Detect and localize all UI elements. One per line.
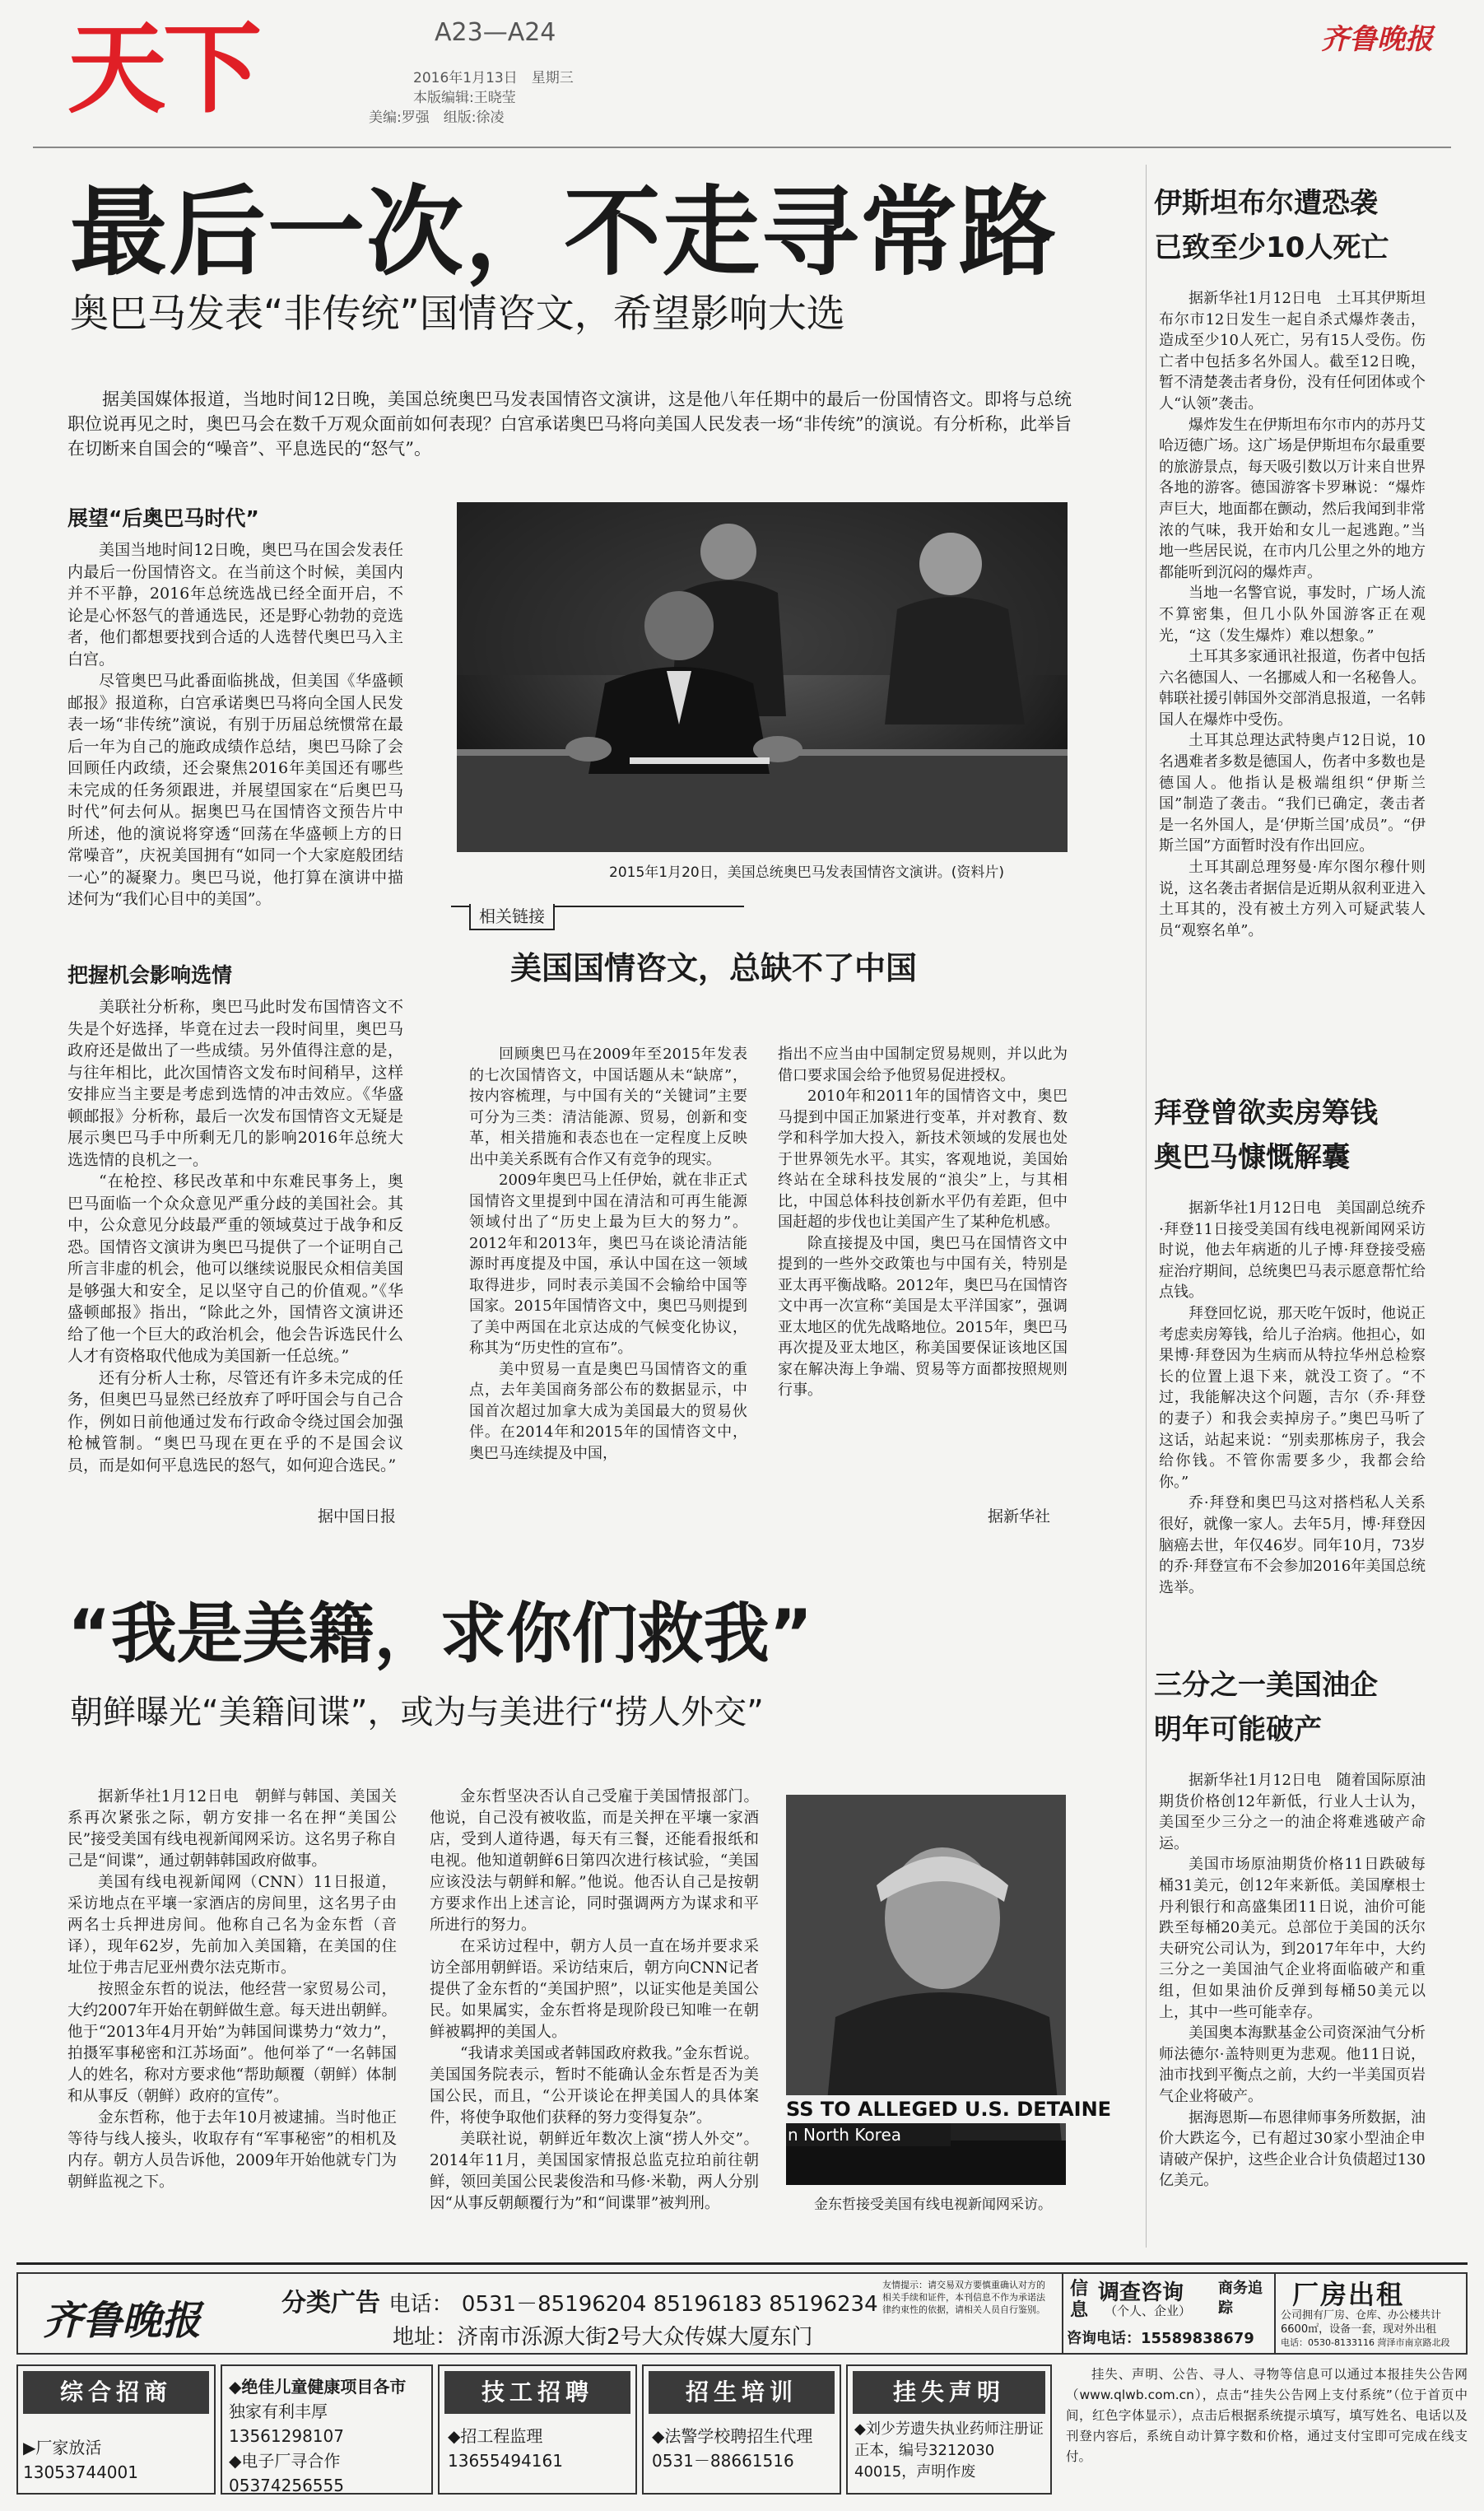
detainee-photo (786, 1795, 1112, 2185)
classified-box-lost (846, 2364, 1052, 2495)
related-col-b (778, 1044, 1068, 1401)
sidebar-divider (1146, 165, 1147, 2248)
ads-phone-label: 电话： (388, 2292, 454, 2317)
ads-notice: 友情提示：请交易双方要慎重确认对方的相关手续和证件，本刊信息不作为承诺法律约束性的依据，请相关人员自行鉴别。 (882, 2280, 1045, 2315)
paragraph: “我请求美国或者韩国政府救我。”金东哲说。美国国务院表示，暂时不能确认金东哲是否为美国公民，而且，“公开谈论在押美国人的具体案件，将使争取他们获释的努力变得复杂”。 (430, 2045, 759, 2127)
paragraph: 美国市场原油期货价格11日跌破每桶31美元，创12年来新低。美国摩根士丹利银行和高盛集团11日说，油价可能跌至每桶20美元。总部位于美国的沃尔夫研究公司认为，到2017年年中，大约三分之一美国油气企业将面临破产和重组，但如果油价反弹到每桶50美元以上，其中一些可能幸存。 (1159, 1856, 1426, 2021)
paragraph: 土耳其多家通讯社报道，伤者中包括六名德国人、一名挪威人和一名秘鲁人。韩联社援引韩国外交部消息报道，一名韩国人在爆炸中受伤。 (1159, 648, 1426, 729)
tv-banner (786, 2095, 1112, 2123)
lost-notice-info: 挂失、声明、公告、寻人、寻物等信息可以通过本报挂失公告网（www.qlwb.com.cn），点击“挂失公告网上支付系统”（位于首页中间，红色字体显示），点击后根据系统提示填写，填写姓名、电话以及刊登内容后，系统自动计算字数和价格，通过支付宝即可完成在线支付。 (1066, 2367, 1468, 2464)
paragraph: 在采访过程中，朝方人员一直在场并要求采访全部用朝鲜语。采访结束后，朝方向CNN记者提供了金东哲的“美国护照”，以证实他是美国公民。如果属实，金东哲将是现阶段已知唯一在朝鲜被羁押的美国人。 (430, 1938, 759, 2041)
lead-headline: 最后一次，不走寻常路 (70, 175, 1058, 289)
sidebar-body (1154, 1198, 1426, 1598)
sidebar-story-biden (1154, 1091, 1426, 1598)
section-title: 天下 (67, 12, 258, 127)
subhead-election: 把握机会影响选情 (67, 963, 233, 987)
ads-paper-logo: 齐鲁晚报 (43, 2298, 202, 2344)
box-label: 技工招聘 (444, 2371, 630, 2414)
tv-banner-text: SS TO ALLEGED U.S. DETAINE (786, 2098, 1112, 2121)
paragraph: 美中贸易一直是奥巴马国情咨文的重点，去年美国商务部公布的数据显示，中国首次超过加拿大成为美国最大的贸易伙伴。在2014年和2015年的国情咨文中，奥巴马连续提及中国， (469, 1360, 747, 1462)
factory-tel: 电话：0530-8133116 菏泽市南京路北段 (1281, 2337, 1450, 2348)
box-line: ◆电子厂寻合作 (229, 2451, 341, 2471)
page-editor: 本版编辑:王晓莹 (413, 90, 516, 106)
tv-subbanner-text: n North Korea (788, 2125, 902, 2145)
classified-box-hiring (438, 2364, 637, 2495)
paragraph: 金东哲坚决否认自己受雇于美国情报部门。他说，自己没有被收监，而是关押在平壤一家酒店，受到人道待遇，每天有三餐，还能看报纸和电视。他知道朝鲜6日第四次进行核试验，“美国应该没法与朝鲜和解。”他说。他否认自己是按朝方要求作出上述言论，同时强调两方为谋求和平所进行的努力。 (430, 1788, 759, 1934)
survey-sub2: 商务追踪 (1218, 2280, 1263, 2317)
paragraph: 据新华社1月12日电 朝鲜与韩国、美国关系再次紧张之际，朝方安排一名在押“美国公民”接受美国有线电视新闻网采访。这名男子称自己是“间谍”，通过朝韩韩国政府做事。 (67, 1788, 397, 1870)
paragraph: 尽管奥巴马此番面临挑战，但美国《华盛顿邮报》报道称，白宫承诺奥巴马将向全国人民发表一场“非传统”演说，有别于历届总统惯常在最后一年为自己的施政成绩作总结，奥巴马除了会回顾任内政绩，还会聚焦2016年美国还有哪些未完成的任务须跟进，并展望国家在“后奥巴马时代”何去何从。据奥巴马在国情咨文预告片中所述，他的演说将穿透“回荡在华盛顿上方的日常噪音”，庆祝美国拥有“如同一个大家庭般团结一心”的凝聚力。奥巴马说，他打算在演讲中描述何为“我们心目中的美国”。 (67, 672, 403, 908)
info-label: 信息 (1070, 2279, 1089, 2321)
box-line: ◆招工程监理 (448, 2426, 543, 2446)
box-line: ◆绝佳儿童健康项目各市 (229, 2377, 407, 2397)
paragraph: 除直接提及中国，奥巴马在国情咨文中提到的一些外交政策也与中国有关，特别是亚太再平衡战略。2012年，奥巴马在国情咨文中再一次宣称“美国是太平洋国家”，强调亚太地区的优先战略地位。2015年，奥巴马再次提及亚太地区，称美国要保证该地区国家在解决海上争端、贸易等方面都按照规则行事。 (778, 1234, 1068, 1399)
sidebar-body (1154, 288, 1426, 941)
paragraph: 据海恩斯—布恩律师事务所数据，油价大跌迄今，已有超过30家小型油企申请破产保护，这些企业合计负债超过130亿美元。 (1159, 2108, 1426, 2190)
paragraph: 美国有线电视新闻网（CNN）11日报道，采访地点在平壤一家酒店的房间里，这名男子由两名士兵押进房间。他称自己名为金东哲（音译），现年62岁，先前加入美国籍，在美国的住址位于弗吉尼亚州费尔法克斯市。 (67, 1874, 397, 1977)
lead-subheadline: 奥巴马发表“非传统”国情咨文，希望影响大选 (70, 291, 845, 337)
lead-intro: 据美国媒体报道，当地时间12日晚，美国总统奥巴马发表国情咨文演讲，这是他八年任期中的最后一份国情咨文。即将与总统职位说再见之时，奥巴马会在数千万观众面前如何表现？白宫承诺奥巴马将向美国人民发表一场“非传统”的演说。有分析称，此举旨在切断来自国会的“噪音”、平息选民的“怒气”。 (67, 389, 1072, 459)
paragraph: 美国奥本海默基金公司资深油气分析师法德尔·盖特则更为悲观。他11日说，油市找到平衡点之前，大约一半美国页岩气企业将破产。 (1159, 2024, 1426, 2105)
factory-text: 公司拥有厂房、仓库、办公楼共计6600㎡，设备一套，现对外出租 (1281, 2309, 1442, 2336)
paragraph: 据新华社1月12日电 土耳其伊斯坦布尔市12日发生一起自杀式爆炸袭击，造成至少10人死亡，另有15人受伤。伤亡者中包括多名外国人。截至12日晚，暂不清楚袭击者身份，没有任何团体或个人“认领”袭击。 (1159, 290, 1426, 412)
box-label: 招生培训 (649, 2371, 835, 2414)
lead-col1-a (67, 539, 403, 911)
box-line: ◆刘少芳遗失执业药师注册证正本，编号3212030 40015，声明作废 (854, 2420, 1044, 2481)
masthead-divider (33, 147, 1451, 148)
box-line: 独家有利丰厚13561298107 (229, 2402, 344, 2446)
ads-phones: 0531－85196204 85196183 85196234 (461, 2292, 878, 2317)
classified-box-training (642, 2364, 841, 2495)
second-headline: “我是美籍，求你们救我” (67, 1596, 813, 1672)
classified-box-projects (221, 2364, 433, 2495)
box-line: 05374256555 (229, 2476, 344, 2495)
consult-phone: 15589838679 (1141, 2330, 1254, 2347)
second-subheadline: 朝鲜曝光“美籍间谍”，或为与美进行“捞人外交” (70, 1693, 764, 1731)
sidebar-story-oil (1154, 1663, 1426, 2192)
paragraph: 美联社分析称，奥巴马此时发布国情咨文不失是个好选择，毕竟在过去一段时间里，奥巴马政府还是做出了一些成绩。另外值得注意的是，与往年相比，此次国情咨文发布时间稍早，这样安排应当主要是考虑到选情的冲击效应。《华盛顿邮报》分析称，最后一次发布国情咨文无疑是展示奥巴马手中所剩无几的影响2016年总统大选选情的良机之一。 (67, 998, 403, 1169)
paragraph: 指出不应当由中国制定贸易规则，并以此为借口要求国会给予他贸易促进授权。 (778, 1046, 1068, 1084)
paragraph: 据新华社1月12日电 随着国际原油期货价格创12年新低，行业人士认为，美国至少三分之一的油企将难逃破产命运。 (1159, 1772, 1426, 1852)
paragraph: 还有分析人士称，尽管还有许多未完成的任务，但奥巴马显然已经放弃了呼吁国会与自己合作，例如日前他通过发布行政命令绕过国会加强枪械管制。“奥巴马现在更在乎的不是国会议员，而是如何平息选民的怒气，如何迎合选民。” (67, 1368, 403, 1474)
factory-title: 厂房出租 (1292, 2279, 1405, 2310)
paragraph: 爆炸发生在伊斯坦布尔市内的苏丹艾哈迈德广场。这广场是伊斯坦布尔最重要的旅游景点，每天吸引数以万计来自世界各地的游客。德国游客卡罗琳说：“爆炸声巨大，地面都在颤动，然后我闻到非常浓的气味，我开始和女儿一起逃跑。”当地一些居民说，在市内几公里之外的地方都能听到沉闷的爆炸声。 (1159, 416, 1426, 581)
classified-box-merchants (16, 2364, 216, 2495)
paragraph: 美联社说，朝鲜近年数次上演“捞人外交”。2014年11月，美国国家情报总监克拉珀前往朝鲜，领回美国公民裴俊浩和马修·米勒，两人分别因“从事反朝颠覆行为”和“间谍罪”被判刑。 (430, 2131, 759, 2212)
page-range: A23—A24 (435, 18, 556, 47)
survey-sub: （个人、企业） (1105, 2304, 1192, 2318)
source-credit: 据中国日报 (313, 1504, 396, 1526)
factory-block (1274, 2272, 1468, 2355)
survey-block (1062, 2272, 1274, 2355)
subhead-post-obama: 展望“后奥巴马时代” (67, 506, 259, 530)
consult-label: 咨询电话： (1067, 2330, 1141, 2347)
obama-photo (457, 502, 1068, 852)
paragraph: 按照金东哲的说法，他经营一家贸易公司，大约2007年开始在朝鲜做生意。每天进出朝鲜。他于“2013年4月开始”为韩国间谍势力“效力”，拍摄军事秘密和江苏场面”。他何举了“一名韩国人的姓名，称对方要求他“帮助颠覆（朝鲜）体制和从事反（朝鲜）政府的宣传”。 (67, 1981, 397, 2105)
box-line: ▶厂家放活13053744001 (23, 2438, 138, 2482)
related-headline: 美国国情咨文，总缺不了中国 (510, 950, 918, 986)
paragraph: 当地一名警官说，事发时，广场人流不算密集，但几小队外国游客正在观光，“这（发生爆炸）难以想象。” (1159, 585, 1426, 645)
consult-line (1067, 2327, 1254, 2348)
obama-speech-image (457, 502, 1068, 852)
newspaper-logo: 齐鲁晚报 (1321, 23, 1433, 56)
page-design: 美编:罗强 组版:徐凌 (369, 109, 505, 126)
paragraph: 土耳其总理达武特奥卢12日说，10名遇难者多数是德国人，伤者中多数也是德国人。他指认是极端组织“伊斯兰国”制造了袭击。“我们已确定，袭击者是一名外国人，是‘伊斯兰国’成员”。“伊斯兰国”方面暂时没有作出回应。 (1159, 732, 1426, 855)
ads-category-text: 分类广告 (281, 2289, 380, 2318)
paragraph: 金东哲称，他于去年10月被逮捕。当时他正等待与线人接头，收取存有“军事秘密”的相机及内存。朝方人员告诉他，2009年开始他就专门为朝鲜监视之下。 (67, 2109, 397, 2191)
sidebar-headline: 三分之一美国油企 (1154, 1669, 1378, 1702)
source-credit: 据新华社 (988, 1507, 1051, 1526)
sidebar-story-istanbul (1154, 181, 1426, 941)
obama-photo-caption: 2015年1月20日，美国总统奥巴马发表国情咨文演讲。(资料片) (609, 864, 1004, 881)
paragraph: 2010年和2011年的国情咨文中，奥巴马提到中国正加紧进行变革，并对教育、数学和科学加大投入，新技术领域的发展也处于世界领先水平。其实，客观地说，美国始终站在全球科技发展的“浪尖”上，与其相比，中国总体科技创新水平仍有差距，但中国赶超的步伐也让美国产生了某种危机感。 (778, 1088, 1068, 1231)
paragraph: “在枪控、移民改革和中东难民事务上，奥巴马面临一个众众意见严重分歧的美国社会。其中，公众意见分歧最严重的领域莫过于战争和反恐。国情咨文演讲为奥巴马提供了一个证明自己所言非虚的机会，他可以继续说服民众相信美国是够强大和安全，足以坚守自己的价值观。”《华盛顿邮报》指出，“除此之外，国情咨文演讲还给了他一个巨大的政治机会，他会告诉选民什么人才有资格取代他成为美国新一任总统。” (67, 1172, 403, 1365)
detainee-photo-caption: 金东哲接受美国有线电视新闻网采访。 (814, 2197, 1052, 2213)
paragraph: 2009年奥巴马上任伊始，就在非正式国情咨文里提到中国在清洁和可再生能源领域付出了“历史上最为巨大的努力”。2012年和2013年，奥巴马在谈论清洁能源时再度提及中国，承认中国在这一领域取得进步，同时表示美国不会输给中国等国家。2015年国情咨文中，奥巴马则提到了美中两国在北京达成的气候变化协议，称其为“历史性的宣布”。 (469, 1172, 747, 1357)
box-line: ◆法警学校聘招生代理 (652, 2426, 813, 2446)
box-line: 0531－88661516 (652, 2451, 794, 2471)
sidebar-headline: 拜登曾欲卖房筹钱 (1154, 1097, 1378, 1130)
second-col-a (67, 1787, 397, 2193)
sidebar-headline: 奥巴马慷慨解囊 (1154, 1141, 1350, 1174)
tv-subbanner (786, 2123, 951, 2146)
paragraph: 回顾奥巴马在2009年至2015年发表的七次国情咨文，中国话题从未“缺席”，按内容梳理，与中国有关的“关键词”主要可分为三类：清洁能源、贸易，创新和变革，相关措施和表态也在一定程度上反映出中美关系既有合作又有竞争的现实。 (469, 1046, 747, 1168)
related-tag: 相关链接 (469, 904, 555, 930)
survey-title: 调查咨询 (1098, 2280, 1184, 2305)
paragraph: 乔·拜登和奥巴马这对搭档私人关系很好，就像一家人。去年5月，博·拜登因脑癌去世，年仅46岁。同年10月，73岁的乔·拜登宣布不会参加2016年美国总统选举。 (1159, 1494, 1426, 1596)
ads-category-label (281, 2282, 878, 2318)
ads-top-rule (16, 2262, 1468, 2265)
issue-date: 2016年1月13日 星期三 (413, 70, 574, 86)
second-col-b (430, 1787, 759, 2215)
paragraph: 土耳其副总理努曼·库尔图尔穆什则说，这名袭击者据信是近期从叙利亚进入土耳其的，没有被土方列入可疑武装人员“观察名单”。 (1159, 859, 1426, 939)
box-label: 挂失声明 (853, 2371, 1045, 2414)
box-line: 13655494161 (448, 2451, 563, 2471)
sidebar-body (1154, 1770, 1426, 2192)
box-label: 综合招商 (23, 2371, 209, 2414)
paragraph: 拜登回忆说，那天吃午饭时，他说正考虑卖房筹钱，给儿子治病。他担心，如果博·拜登因为生病而从特拉华州总检察长的位置上退下来，就没工资了。“不过，我能解决这个问题，吉尔（乔·拜登的妻子）和我会卖掉房子。”奥巴马听了这话，站起来说：“别卖那栋房子，我会给你钱。不管你需要多少，我都会给你。” (1159, 1304, 1426, 1491)
sidebar-headline: 伊斯坦布尔遭恐袭 (1154, 187, 1378, 220)
paragraph: 据新华社1月12日电 美国副总统乔·拜登11日接受美国有线电视新闻网采访时说，他去年病逝的儿子博·拜登接受癌症治疗期间，总统奥巴马表示愿意帮忙给点钱。 (1159, 1200, 1426, 1302)
paragraph: 美国当地时间12日晚，奥巴马在国会发表任内最后一份国情咨文。在当前这个时候，美国内并不平静，2016年总统选战已经全面开启，不论是心怀怒气的普通选民，还是野心勃勃的竞选者，他们都想要找到合适的人选替代奥巴马入主白宫。 (67, 541, 403, 669)
sidebar-headline: 已致至少10人死亡 (1154, 231, 1389, 264)
sidebar-headline: 明年可能破产 (1154, 1713, 1322, 1746)
related-col-a (469, 1044, 747, 1464)
ads-address: 地址：济南市泺源大街2号大众传媒大厦东门 (393, 2325, 813, 2350)
lead-col1-b (67, 996, 403, 1476)
